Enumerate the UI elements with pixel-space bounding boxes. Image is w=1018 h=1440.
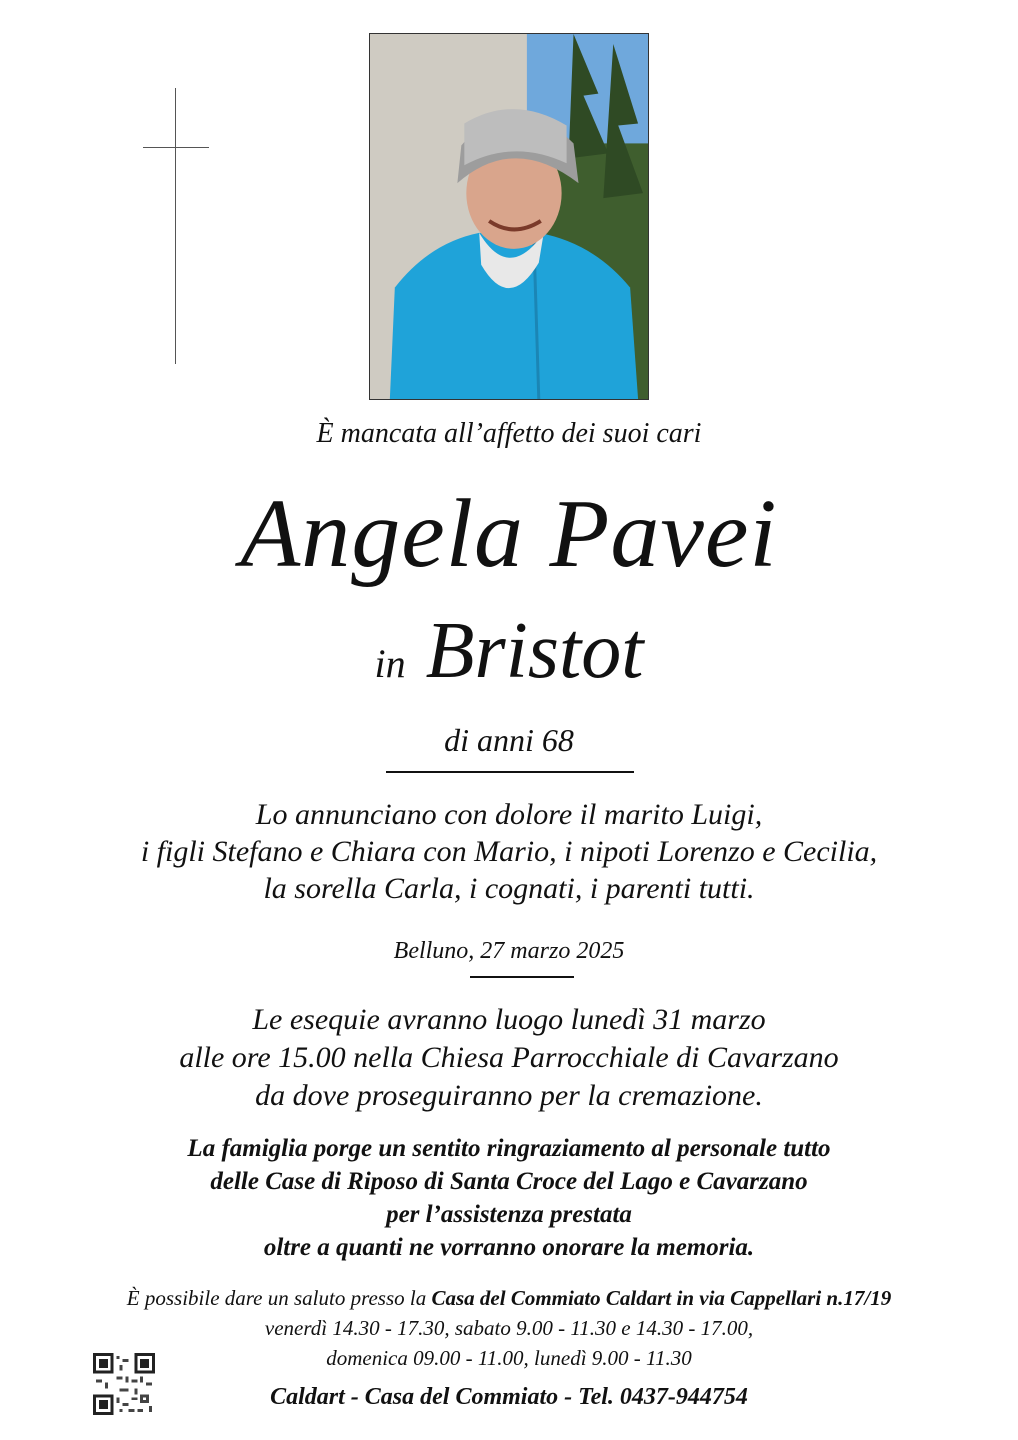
age-text: di anni 68 — [444, 722, 574, 758]
funeral-info — [0, 1001, 1018, 1115]
thanks-line: oltre a quanti ne vorranno onorare la memoria. — [263, 1234, 755, 1261]
place-date: Belluno, 27 marzo 2025 — [393, 938, 625, 964]
announcement-line: i figli Stefano e Chiara con Mario, i nipoti Lorenzo e Cecilia, — [140, 835, 878, 868]
married-name — [0, 606, 1018, 697]
visiting-hours: venerdì 14.30 - 17.30, sabato 9.00 - 11.30 e 14.30 - 17.00, — [264, 1316, 754, 1340]
visiting-line — [0, 1283, 1018, 1313]
visiting-intro: È possibile dare un saluto presso la — [126, 1286, 432, 1310]
funeral-home-contact: Caldart - Casa del Commiato - Tel. 0437-944754 — [270, 1384, 748, 1410]
funeral-line: alle ore 15.00 nella Chiesa Parrocchiale di Cavarzano — [179, 1041, 839, 1074]
thanks-message — [0, 1132, 1018, 1264]
thanks-line: delle Case di Riposo di Santa Croce del Lago e Cavarzano — [210, 1168, 808, 1195]
deceased-name: Angela Pavei — [240, 480, 778, 588]
cross-icon — [175, 88, 176, 364]
announcement-line: la sorella Carla, i cognati, i parenti tutti. — [263, 872, 755, 905]
announcement — [0, 796, 1018, 907]
divider — [386, 771, 634, 773]
funeral-line: Le esequie avranno luogo lunedì 31 marzo — [252, 1003, 766, 1036]
married-prefix: in — [374, 641, 406, 686]
announcement-line: Lo annunciano con dolore il marito Luigi, — [255, 798, 763, 831]
visiting-place: Casa del Commiato Caldart in via Cappellari n.17/19 — [431, 1286, 892, 1310]
thanks-line: La famiglia porge un sentito ringraziamento al personale tutto — [187, 1135, 831, 1162]
funeral-line: da dove proseguiranno per la cremazione. — [255, 1079, 763, 1112]
divider — [470, 976, 574, 978]
portrait-photo — [369, 33, 649, 400]
married-surname: Bristot — [425, 607, 644, 695]
thanks-line: per l’assistenza prestata — [386, 1201, 632, 1228]
cross-icon-bar — [143, 147, 209, 148]
visiting-hours: domenica 09.00 - 11.00, lunedì 9.00 - 11.30 — [326, 1346, 692, 1370]
intro-text: È mancata all’affetto dei suoi cari — [316, 418, 702, 449]
